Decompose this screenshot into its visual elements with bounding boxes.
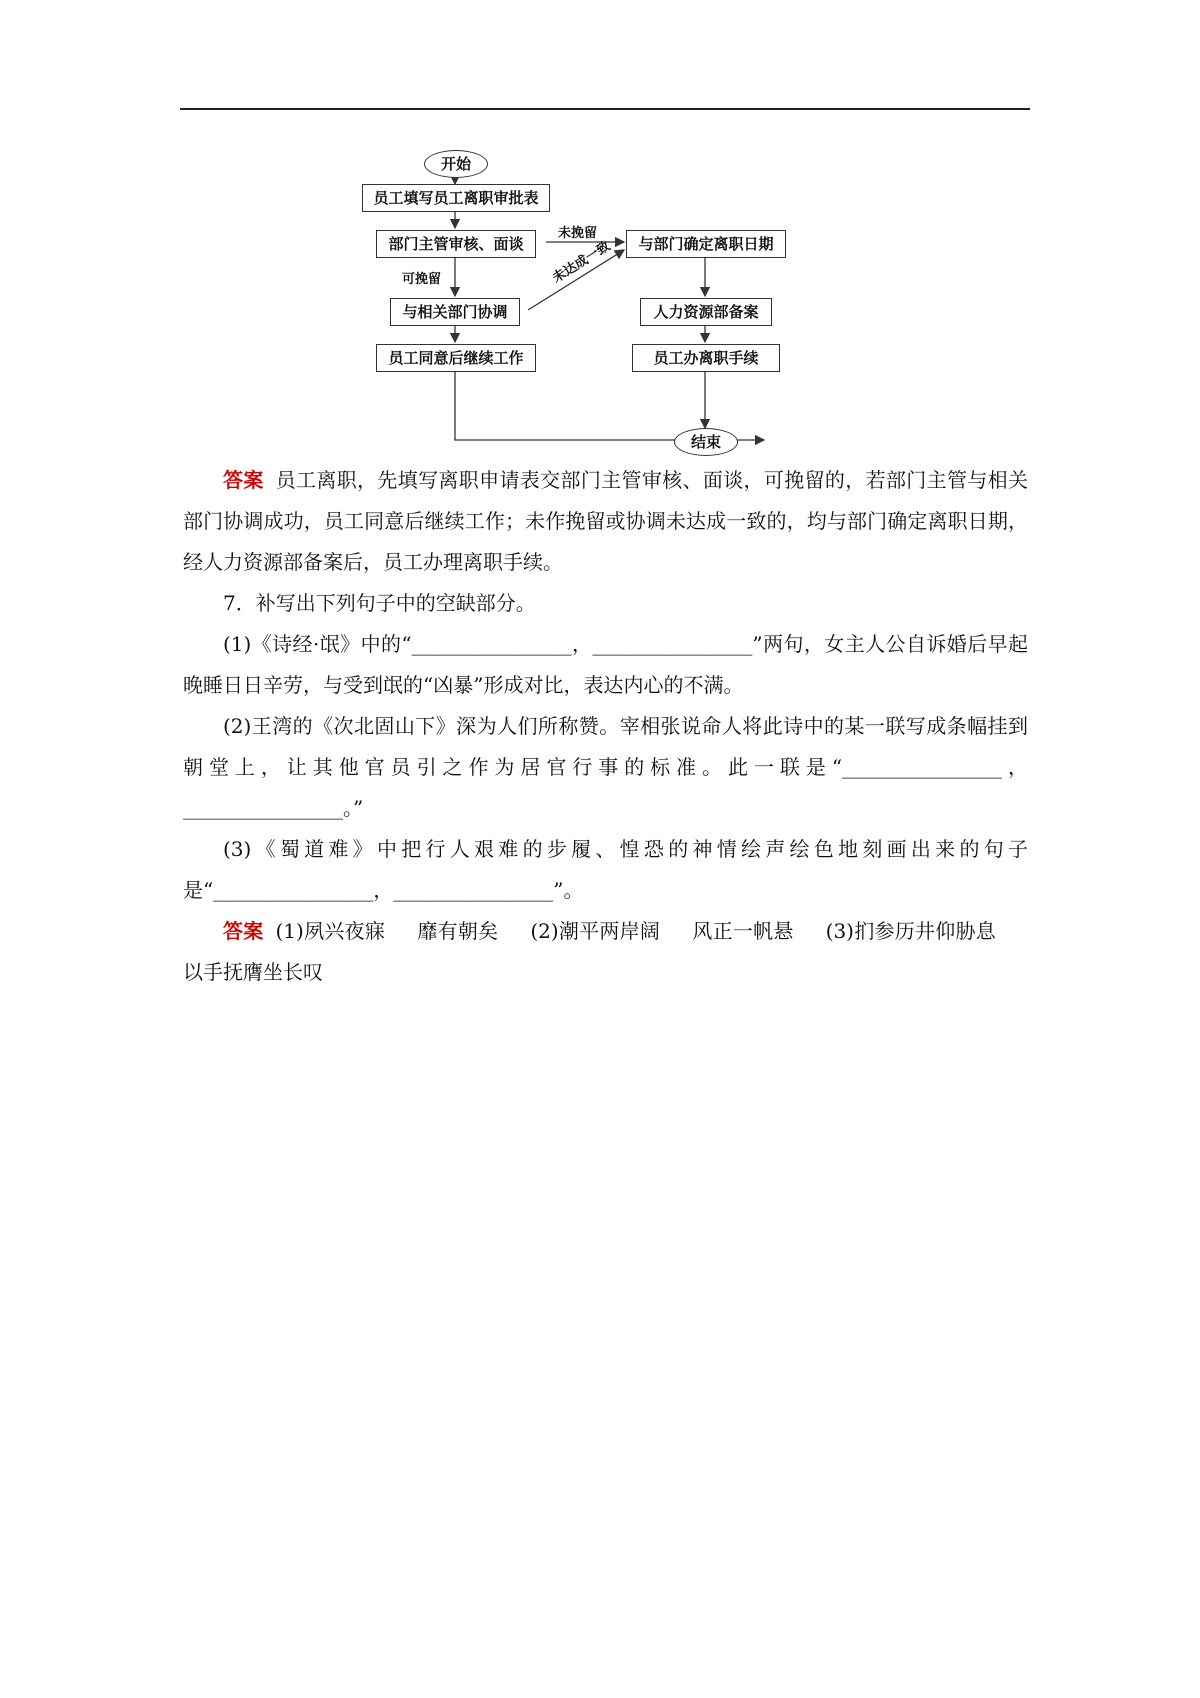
question-7-part-1: (1)《诗经·氓》中的“________________，________________”两句，女主人公自诉婚后早起晚睡日日辛劳，与受到氓的“凶暴”形成对比，表达内心的不满。 <box>183 632 1028 697</box>
answer-paragraph-2 <box>183 911 1028 993</box>
flow-start: 开始 <box>424 150 488 178</box>
question-7-title: 7．补写出下列句子中的空缺部分。 <box>223 591 536 615</box>
flow-step-set-date: 与部门确定离职日期 <box>626 230 786 258</box>
answer-paragraph-1 <box>183 460 1028 583</box>
question-7-part-2: (2)王湾的《次北固山下》深为人们所称赞。宰相张说命人将此诗中的某一联写成条幅挂到朝堂上，让其他官员引之作为居官行事的标准。此一联是“________________，________________。” <box>183 714 1028 820</box>
flow-step-continue-work: 员工同意后继续工作 <box>376 344 536 372</box>
flowchart <box>373 148 860 456</box>
flow-step-resign-process: 员工办离职手续 <box>632 344 780 372</box>
edge-label-not-retain: 未挽留 <box>558 226 598 241</box>
edge-label-no-agreement: 未达成一致 <box>550 238 614 287</box>
flow-end: 结束 <box>674 428 738 456</box>
answer-label: 答案 <box>223 468 264 492</box>
flow-step-fill-form: 员工填写员工离职审批表 <box>362 184 550 212</box>
answer-2a: (2)潮平两岸阔 <box>530 919 661 943</box>
question-7-part-3: (3)《蜀道难》中把行人艰难的步履、惶恐的神情绘声绘色地刻画出来的句子是“________________，________________”。 <box>183 837 1028 902</box>
flow-step-coordinate: 与相关部门协调 <box>390 298 520 326</box>
flow-step-review: 部门主管审核、面谈 <box>376 230 536 258</box>
answer-3b: 以手抚膺坐长叹 <box>183 960 323 984</box>
answer-1b: 靡有朝矣 <box>417 919 499 943</box>
flow-step-hr-record: 人力资源部备案 <box>640 298 772 326</box>
answer-2b: 风正一帆悬 <box>692 919 794 943</box>
document-body <box>183 460 1028 993</box>
edge-label-can-retain: 可挽留 <box>402 272 442 287</box>
answer-text: 员工离职，先填写离职申请表交部门主管审核、面谈，可挽留的，若部门主管与相关部门协调成功，员工同意后继续工作；未作挽留或协调未达成一致的，均与部门确定离职日期，经人力资源部备案后，员工办理离职手续。 <box>183 468 1029 574</box>
header-rule <box>180 108 1030 110</box>
answer-1a: (1)夙兴夜寐 <box>275 919 386 943</box>
answer-label: 答案 <box>223 919 264 943</box>
answer-3a: (3)扪参历井仰胁息 <box>825 919 996 943</box>
